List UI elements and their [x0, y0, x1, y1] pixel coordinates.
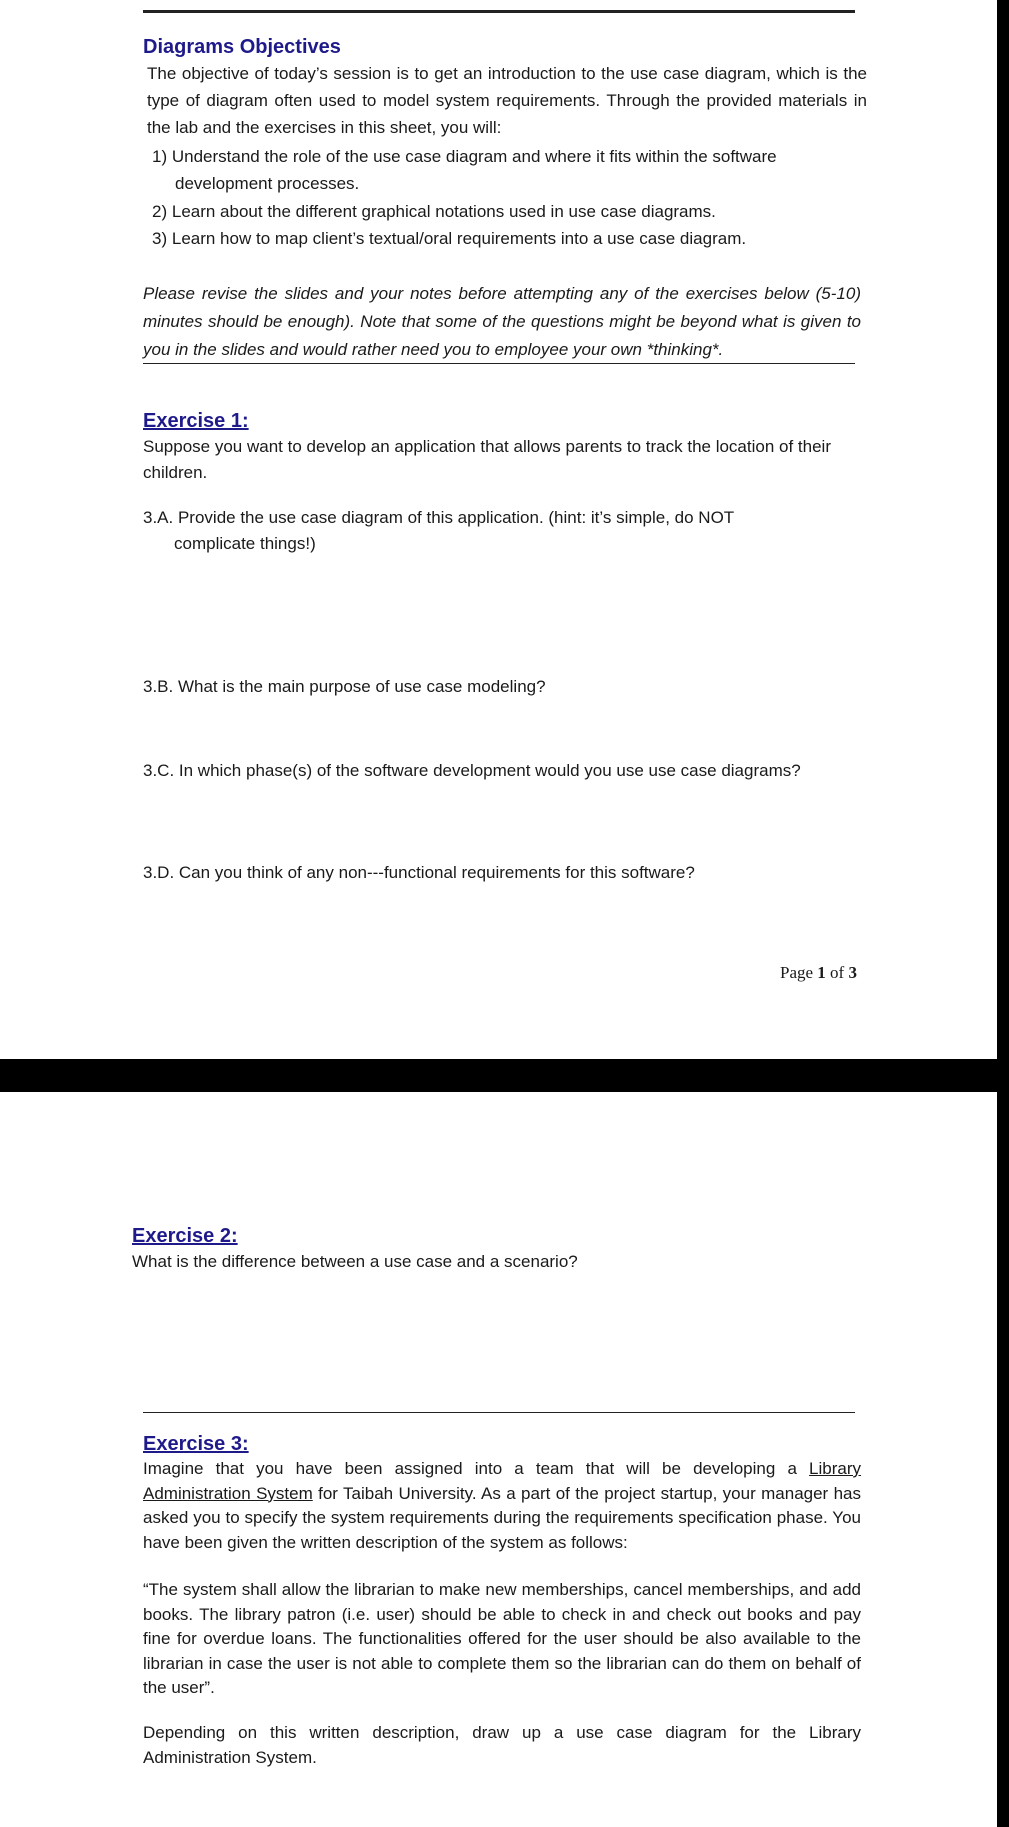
- exercise3-rule: [143, 1412, 855, 1413]
- objective-item-2: 2) Learn about the different graphical notations used in use case diagrams.: [152, 202, 716, 221]
- question-3c: 3.C. In which phase(s) of the software development would you use use case diagrams?: [143, 761, 801, 780]
- note-rule: [143, 363, 855, 364]
- objectives-heading: Diagrams Objectives: [143, 36, 341, 58]
- objectives-intro: The objective of today’s session is to get an introduction to the use case diagram, which is the type of diagram often used to model system requirements. Through the provided materials in the lab and the exercises in this sheet, you will:: [147, 64, 867, 137]
- question-3a: 3.A. Provide the use case diagram of this application. (hint: it’s simple, do NOT: [143, 508, 735, 527]
- exercise3-intro: Imagine that you have been assigned into a team that will be developing a Library Administration System for Taibah University. As a part of the project startup, your manager has asked you to specify the system requirements during the requirements specification phase. You have been given the written description of the system as follows:: [143, 1459, 861, 1552]
- objective-item-3: 3) Learn how to map client’s textual/oral requirements into a use case diagram.: [152, 229, 747, 248]
- question-3a-cont: complicate things!): [174, 534, 316, 553]
- top-rule: [143, 10, 855, 13]
- exercise1-text: Suppose you want to develop an application that allows parents to track the location of their children.: [143, 437, 831, 482]
- objective-item-1: 1) Understand the role of the use case diagram and where it fits within the software: [152, 147, 777, 166]
- objective-item-1-cont: development processes.: [175, 174, 360, 193]
- revision-note: Please revise the slides and your notes before attempting any of the exercises below (5-10) minutes should be enough). Note that some of the questions might be beyond what is given to you in the slides and would rather need you to employee your own *thinking*.: [143, 284, 861, 359]
- exercise2-text: What is the difference between a use case and a scenario?: [132, 1252, 578, 1271]
- system-description-quote: “The system shall allow the librarian to make new memberships, cancel memberships, and add books. The library patron (i.e. user) should be able to check in and check out books and pay fine for overdue loans. The functionalities offered for the user should be also available to the librarian in case the user is not able to complete them so the librarian can do them on behalf of the user”.: [143, 1580, 861, 1697]
- exercise2-heading: Exercise 2:: [132, 1225, 238, 1247]
- right-border: [997, 0, 1009, 1827]
- library-system-link: Library Administration System: [143, 1459, 861, 1503]
- exercise3-heading: Exercise 3:: [143, 1433, 249, 1455]
- page-separator: [0, 1059, 997, 1092]
- exercise3-closing: Depending on this written description, draw up a use case diagram for the Library Administration System.: [143, 1723, 861, 1767]
- question-3d: 3.D. Can you think of any non---functional requirements for this software?: [143, 863, 695, 882]
- question-3b: 3.B. What is the main purpose of use case modeling?: [143, 677, 546, 696]
- page-number: Page 1 of 3: [780, 963, 857, 982]
- exercise1-heading: Exercise 1:: [143, 410, 249, 432]
